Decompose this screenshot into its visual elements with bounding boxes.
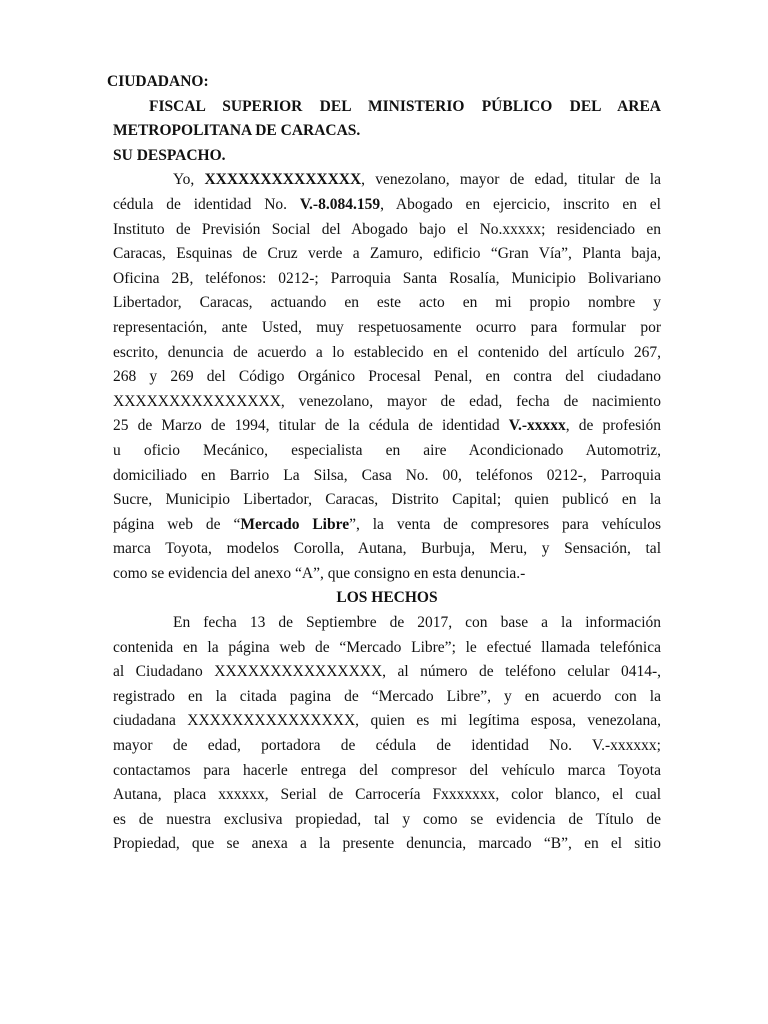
paragraph-line: XXXXXXXXXXXXXXX, venezolano, mayor de edad, fecha de nacimiento: [113, 392, 661, 410]
paragraph-line: u oficio Mecánico, especialista en aire Acondicionado Automotriz,: [113, 441, 661, 459]
paragraph-line: Autana, placa xxxxxx, Serial de Carrocería Fxxxxxxx, color blanco, el cual: [113, 786, 661, 804]
text-segment: página web de “: [113, 515, 241, 533]
paragraph-line: como se evidencia del anexo “A”, que consigno en esta denuncia.-: [113, 564, 526, 582]
text-segment: cédula de identidad No.: [113, 195, 300, 213]
office-line: SU DESPACHO.: [113, 146, 226, 164]
recipient-line-1: FISCAL SUPERIOR DEL MINISTERIO PÚBLICO DEL AREA: [149, 97, 661, 115]
paragraph-line: Propiedad, que se anexa a la presente denuncia, marcado “B”, en el sitio: [113, 835, 661, 853]
paragraph-line: representación, ante Usted, muy respetuosamente ocurro para formular por: [113, 318, 661, 336]
accused-id-number: V.-xxxxx: [508, 417, 566, 435]
paragraph-line: Oficina 2B, teléfonos: 0212-; Parroquia Santa Rosalía, Municipio Bolivariano: [113, 269, 661, 287]
letter-body: [107, 70, 661, 857]
paragraph-line: Caracas, Esquinas de Cruz verde a Zamuro, edificio “Gran Vía”, Planta baja,: [113, 245, 661, 263]
paragraph-line: marca Toyota, modelos Corolla, Autana, Burbuja, Meru, y Sensación, tal: [113, 540, 661, 558]
author-name: XXXXXXXXXXXXXX: [204, 171, 362, 189]
paragraph-line: es de nuestra exclusiva propiedad, tal y como se evidencia de Título de: [113, 810, 661, 828]
paragraph-line: [113, 513, 661, 538]
paragraph-line: escrito, denuncia de acuerdo a lo establecido en el contenido del artículo 267,: [113, 343, 661, 361]
paragraph-line: [113, 414, 661, 439]
paragraph-line: mayor de edad, portadora de cédula de identidad No. V.-xxxxxx;: [113, 737, 661, 755]
text-segment: , de profesión: [565, 417, 661, 435]
text-segment: ”, la venta de compresores para vehículos: [349, 515, 661, 533]
text-segment: Yo,: [173, 171, 205, 189]
paragraph-line: Libertador, Caracas, actuando en este acto en mi propio nombre y: [113, 294, 661, 312]
paragraph-line: registrado en la citada pagina de “Mercado Libre”, y en acuerdo con la: [113, 687, 661, 705]
paragraph-line: domiciliado en Barrio La Silsa, Casa No. 00, teléfonos 0212-, Parroquia: [113, 466, 661, 484]
paragraph-line: En fecha 13 de Septiembre de 2017, con base a la información: [173, 614, 661, 632]
recipient-line-2: METROPOLITANA DE CARACAS.: [113, 122, 361, 140]
paragraph-line: contenida en la página web de “Mercado Libre”; le efectué llamada telefónica: [113, 638, 661, 656]
salutation: CIUDADANO:: [107, 73, 209, 90]
paragraph-line: contactamos para hacerle entrega del compresor del vehículo marca Toyota: [113, 761, 661, 779]
paragraph-line: 268 y 269 del Código Orgánico Procesal Penal, en contra del ciudadano: [113, 368, 661, 386]
paragraph-line: Instituto de Previsión Social del Abogado bajo el No.xxxxx; residenciado en: [113, 220, 661, 238]
paragraph-line: Sucre, Municipio Libertador, Caracas, Distrito Capital; quien publicó en la: [113, 491, 661, 509]
text-segment: , Abogado en ejercicio, inscrito en el: [380, 195, 661, 213]
website-name: Mercado Libre: [240, 515, 350, 533]
paragraph-line: al Ciudadano XXXXXXXXXXXXXXX, al número de teléfono celular 0414-,: [113, 663, 661, 681]
text-segment: 25 de Marzo de 1994, titular de la cédula de identidad: [113, 417, 509, 435]
paragraph-line: [113, 193, 661, 218]
text-segment: , venezolano, mayor de edad, titular de la: [361, 171, 661, 189]
paragraph-line: ciudadana XXXXXXXXXXXXXXX, quien es mi legítima esposa, venezolana,: [113, 712, 661, 730]
section-heading: LOS HECHOS: [336, 589, 438, 607]
paragraph-line: [113, 168, 661, 193]
author-id-number: V.-8.084.159: [299, 195, 381, 213]
